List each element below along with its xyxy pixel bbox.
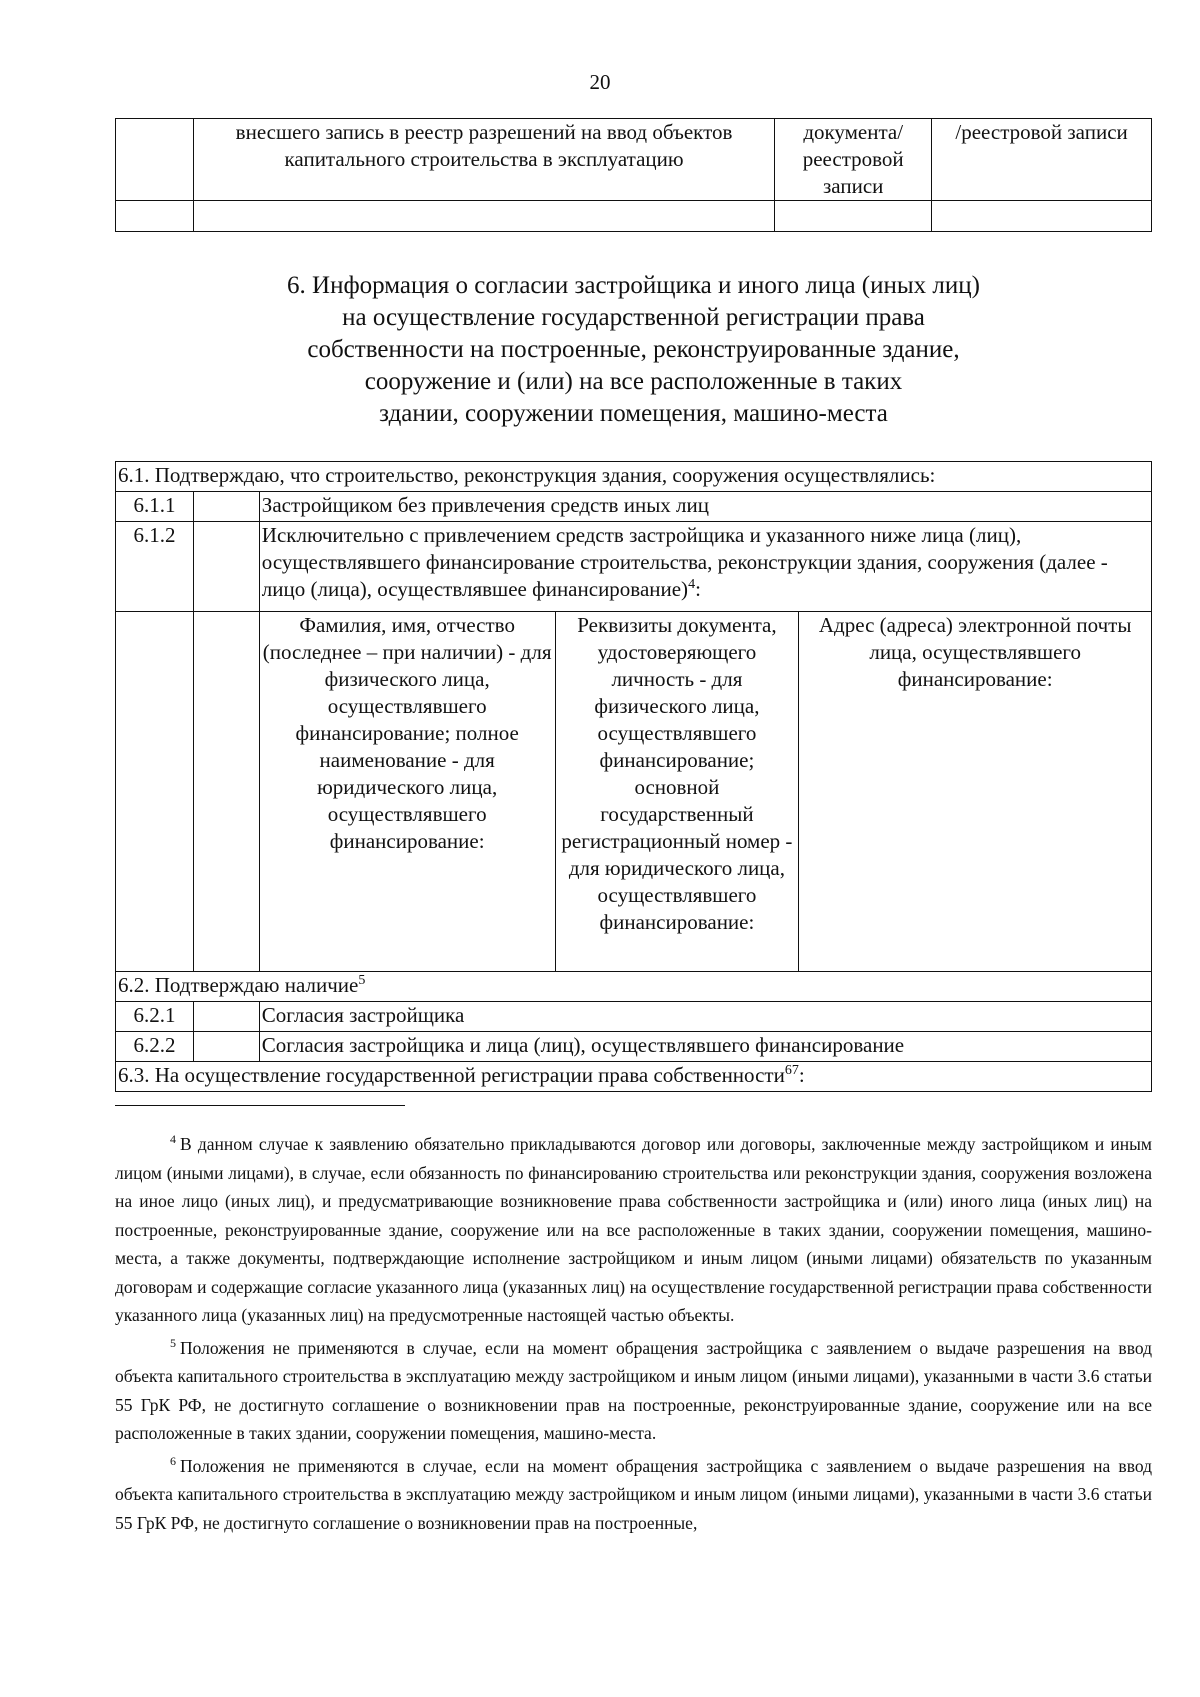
footnote-mark: 6 (170, 1453, 176, 1468)
punctuation: : (695, 577, 701, 601)
financier-document-header: Реквизиты документа, удостоверяющего личность - для физического лица, осуществлявшего финансирование; основной государственный регистрационный номер - для юридического лица, осуществлявшего финансирование: (555, 612, 799, 972)
item-text: Исключительно с привлечением средств застройщика и указанного ниже лица (лиц), осуществлявшего финансирование строительства, реконструкции здания, сооружения (далее - лицо (лица), осуществлявшее финансирование) (261, 523, 1108, 601)
section-title-line: 6. Информация о согласии застройщика и иного лица (иных лиц) (287, 272, 980, 299)
footnote-mark: 4 (170, 1132, 176, 1147)
footnote-text: Положения не применяются в случае, если на момент обращения застройщика с заявлением о выдаче разрешения на ввод объекта капитального строительства в эксплуатацию между застройщиком и иным лицом (иными лицами), указанными в части 3.6 статьи 55 ГрК РФ, не достигнуто соглашение о возникновении прав на построенные, (115, 1455, 1152, 1533)
section-title (115, 270, 1152, 430)
top-table (115, 118, 1152, 232)
footnote-ref: 4 (688, 577, 696, 592)
page-number: 20 (589, 70, 611, 94)
footnote-text: Положения не применяются в случае, если на момент обращения застройщика с заявлением о выдаче разрешения на ввод объекта капитального строительства в эксплуатацию между застройщиком и иным лицом (иными лицами), указанными в части 3.6 статьи 55 ГрК РФ, не достигнуто соглашение о возникновении прав на построенные, реконструированные здание, сооружение или на все расположенные в таких здании, сооружении помещения, машино-места. (115, 1337, 1152, 1443)
empty-cell (193, 612, 259, 972)
item-number: 6.1.2 (116, 522, 194, 612)
top-table-value-cell (193, 201, 774, 232)
top-table-value-cell (116, 201, 194, 232)
footnote-ref: 5 (358, 973, 366, 988)
item-text: Застройщиком без привлечения средств иных лиц (259, 492, 1151, 522)
footnote (115, 1334, 1152, 1448)
financier-email-header: Адрес (адреса) электронной почты лица, осуществлявшего финансирование: (799, 612, 1152, 972)
checkbox-cell[interactable] (193, 522, 259, 612)
footnote-mark: 5 (170, 1335, 176, 1350)
item-number: 6.2.1 (116, 1002, 194, 1032)
item-text-6-1-2 (259, 522, 1151, 612)
section-6-1-heading: 6.1. Подтверждаю, что строительство, реконструкция здания, сооружения осуществлялись: (116, 462, 1152, 492)
section-6-2-heading (116, 972, 1152, 1002)
item-number: 6.2.2 (116, 1032, 194, 1062)
heading-text: 6.3. На осуществление государственной регистрации права собственности (118, 1063, 785, 1087)
top-table-value-cell (775, 201, 932, 232)
item-text: Согласия застройщика (259, 1002, 1151, 1032)
top-table-authority-cell: внесшего запись в реестр разрешений на ввод объектов капитального строительства в эксплуатацию (193, 119, 774, 201)
item-text: Согласия застройщика и лица (лиц), осуществлявшего финансирование (259, 1032, 1151, 1062)
section-6-3-heading (116, 1062, 1152, 1092)
footnote (115, 1452, 1152, 1538)
section-title-line: здании, сооружении помещения, машино-места (379, 400, 888, 427)
checkbox-cell[interactable] (193, 492, 259, 522)
checkbox-cell[interactable] (193, 1032, 259, 1062)
footnote-divider (115, 1105, 405, 1106)
heading-text: 6.2. Подтверждаю наличие (118, 973, 359, 997)
top-table-record-cell: /реестровой записи (932, 119, 1152, 201)
top-table-document-cell: документа/ реестровой записи (775, 119, 932, 201)
section-title-line: сооружение и (или) на все расположенные в таких (364, 368, 903, 395)
section-title-line: собственности на построенные, реконструированные здание, (307, 336, 960, 363)
financier-name-header: Фамилия, имя, отчество (последнее – при наличии) - для физического лица, осуществлявшего финансирование; полное наименование - для юридического лица, осуществлявшего финансирование: (259, 612, 555, 972)
footnote (115, 1130, 1152, 1330)
footnote-ref: 67 (784, 1063, 799, 1078)
empty-cell (116, 612, 194, 972)
top-table-cell-empty (116, 119, 194, 201)
footnote-text: В данном случае к заявлению обязательно прикладываются договор или договоры, заключенные между застройщиком и иным лицом (иными лицами), в случае, если обязанность по финансированию строительства или реконструкции здания, сооружения возложена на иное лицо (иных лиц), и предусматривающие возникновение права собственности застройщика и (или) иного лица (иных лиц) на построенные, реконструированные здание, сооружение или на все расположенные в таких здании, сооружении помещения, машино-места, а также документы, подтверждающие исполнение застройщиком и иным лицом (иными лицами) обязательств по указанным договорам и содержащие согласие указанного лица (указанных лиц) на осуществление государственной регистрации права собственности указанного лица (указанных лиц) на предусмотренные настоящей частью объекты. (115, 1134, 1152, 1325)
footnotes (115, 1130, 1152, 1541)
checkbox-cell[interactable] (193, 1002, 259, 1032)
top-table-value-cell (932, 201, 1152, 232)
section-title-line: на осуществление государственной регистрации права (342, 304, 925, 331)
item-number: 6.1.1 (116, 492, 194, 522)
consent-table (115, 461, 1152, 1092)
punctuation: : (798, 1063, 805, 1087)
